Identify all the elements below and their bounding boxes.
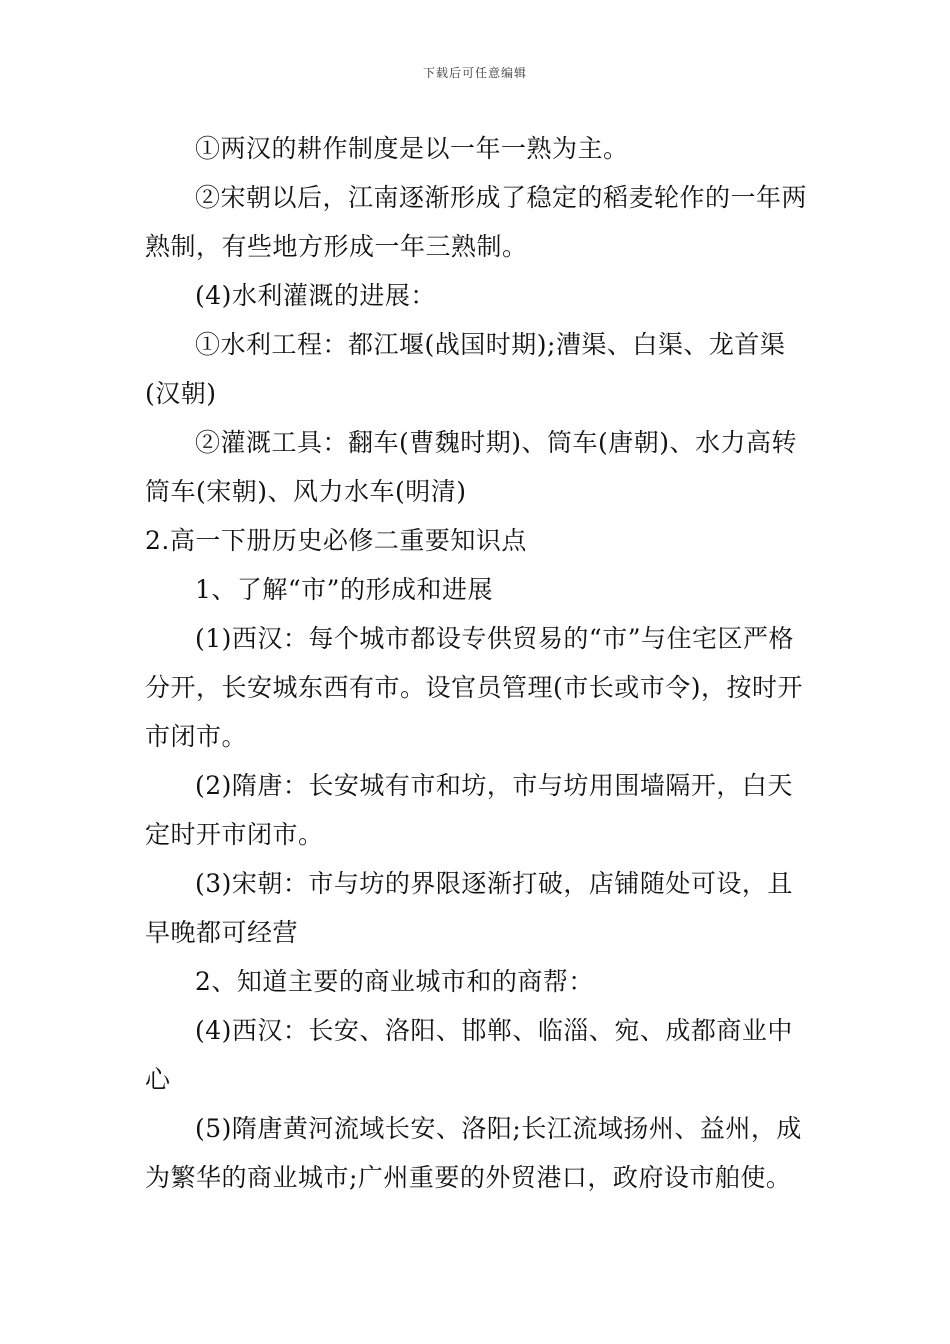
paragraph-4: ①水利工程：都江堰(战国时期);漕渠、白渠、龙首渠(汉朝)	[145, 330, 786, 408]
paragraph-13: (5)隋唐黄河流域长安、洛阳;长江流域扬州、益州，成为繁华的商业城市;广州重要的外贸港口，政府设市舶使。	[145, 1114, 802, 1192]
paragraph-5: ②灌溉工具：翻车(曹魏时期)、筒车(唐朝)、水力高转筒车(宋朝)、风力水车(明清)	[145, 428, 798, 506]
paragraph-3: (4)水利灌溉的进展：	[195, 281, 436, 310]
paragraph-11: 2、知道主要的商业城市和的商帮：	[195, 967, 594, 996]
paragraph-8: (1)西汉：每个城市都设专供贸易的“市”与住宅区严格分开，长安城东西有市。设官员管理(市长或市令)，按时开市闭市。	[145, 624, 804, 751]
section-heading: 2.高一下册历史必修二重要知识点	[145, 526, 527, 555]
paragraph-10: (3)宋朝：市与坊的界限逐渐打破，店铺随处可设，且早晚都可经营	[145, 869, 793, 947]
paragraph-1: ①两汉的耕作制度是以一年一熟为主。	[195, 134, 629, 163]
paragraph-2: ②宋朝以后，江南逐渐形成了稳定的稻麦轮作的一年两熟制，有些地方形成一年三熟制。	[145, 183, 808, 261]
page-header: 下载后可任意编辑	[422, 66, 527, 80]
paragraph-9: (2)隋唐：长安城有市和坊，市与坊用围墙隔开，白天定时开市闭市。	[145, 771, 793, 849]
paragraph-7: 1、了解“市”的形成和进展	[195, 575, 493, 604]
document-body	[145, 124, 815, 1202]
paragraph-12: (4)西汉：长安、洛阳、邯郸、临淄、宛、成都商业中心	[145, 1016, 793, 1094]
